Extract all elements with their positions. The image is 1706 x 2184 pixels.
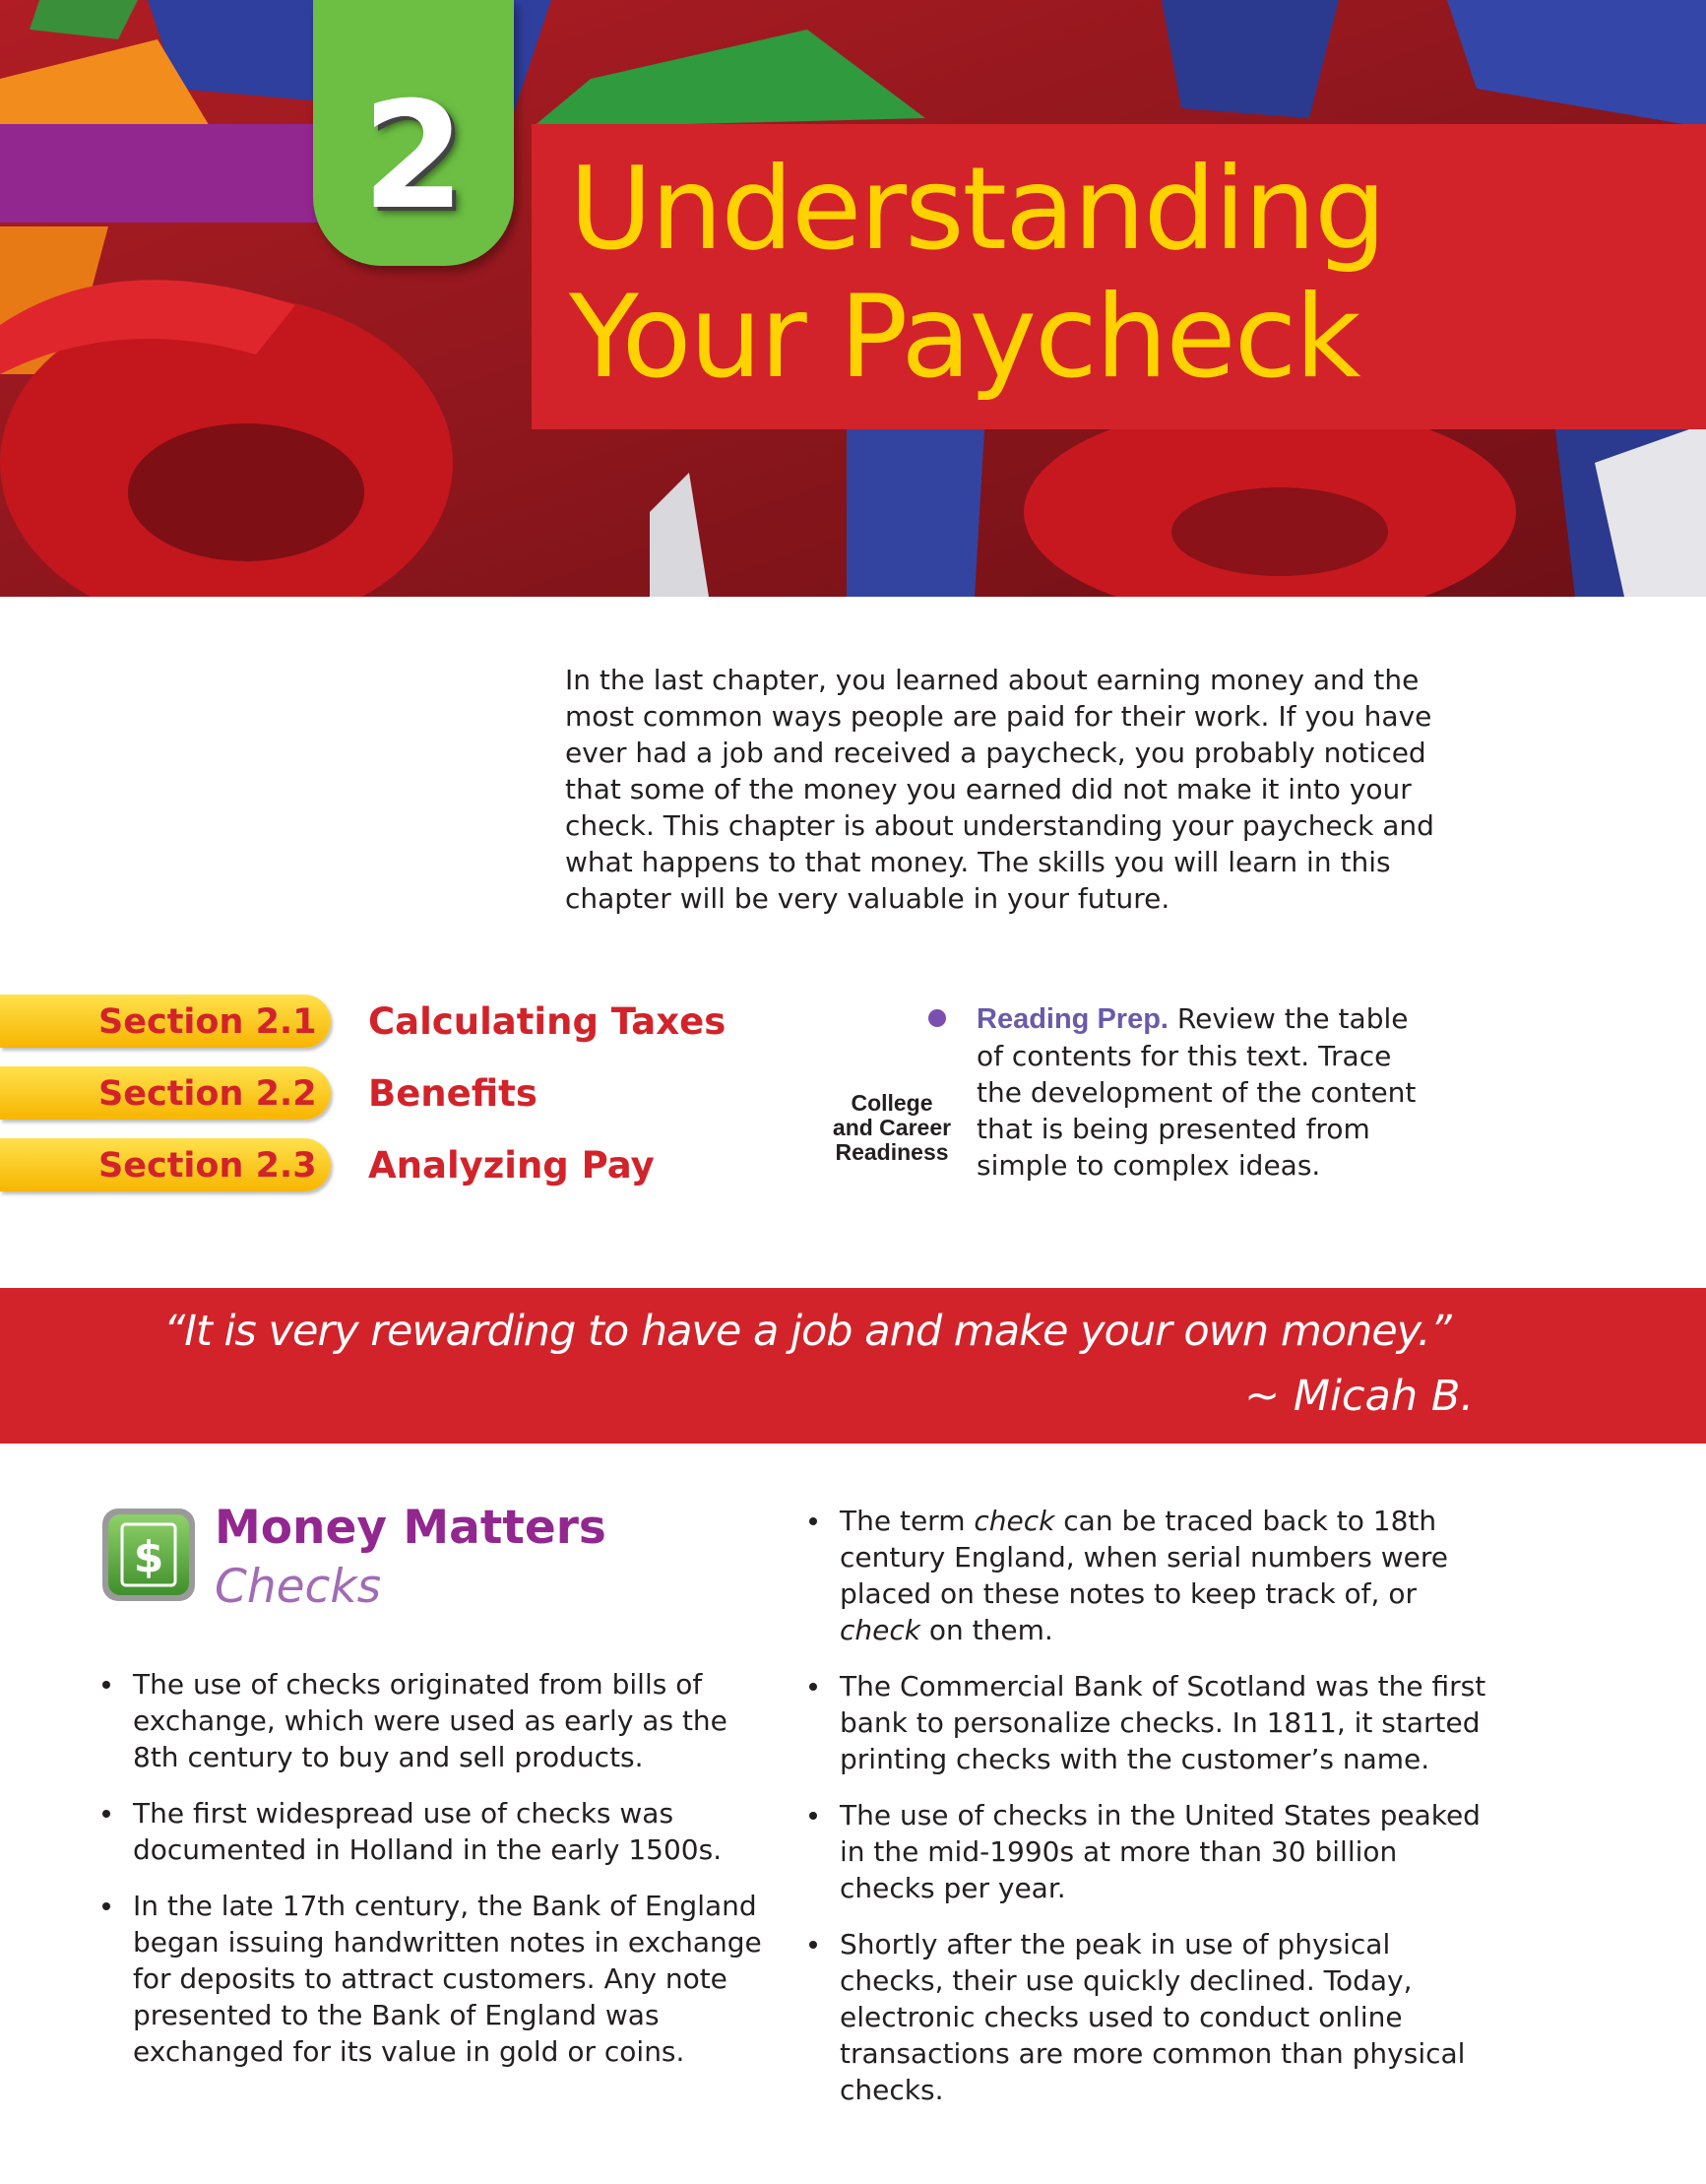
money-matters-left-list bbox=[100, 1666, 770, 2089]
quote-text: “It is very rewarding to have a job and make your own money.” bbox=[163, 1307, 1451, 1356]
bullet-emphasis: check bbox=[840, 1614, 920, 1646]
bullet-text-part: can be traced back to 18th century England, when serial numbers were placed on these notes to keep track of, or bbox=[840, 1505, 1449, 1610]
section-title: Benefits bbox=[368, 1072, 537, 1115]
ccr-logo-line-3: Readiness bbox=[835, 1139, 949, 1165]
chapter-number: 2 bbox=[361, 71, 466, 242]
reading-prep-label: Reading Prep. bbox=[977, 1003, 1169, 1035]
bullet-emphasis: check bbox=[974, 1505, 1055, 1537]
bullet-text-part: The term bbox=[840, 1505, 975, 1537]
college-career-readiness-icon bbox=[823, 951, 971, 1079]
reading-prep-text: Review the table of contents for this text. Trace the development of the content that is being presented from simple to complex ideas. bbox=[977, 1002, 1417, 1182]
bullet-text-part: on them. bbox=[919, 1614, 1053, 1646]
section-item-2-3[interactable] bbox=[0, 1138, 748, 1193]
section-item-2-1[interactable] bbox=[0, 995, 748, 1050]
ccr-logo-line-2: and Career bbox=[832, 1115, 952, 1140]
list-item: Shortly after the peak in use of physical checks, their use quickly declined. Today, electronic checks used to conduct online transactions are more common than physical checks. bbox=[807, 1926, 1496, 2108]
list-item: The use of checks in the United States peaked in the mid-1990s at more than 30 billion checks per year. bbox=[807, 1797, 1496, 1906]
list-item: In the late 17th century, the Bank of England began issuing handwritten notes in exchange for deposits to attract customers. Any note presented to the Bank of England was exchanged for its value in gold or coins. bbox=[100, 1888, 770, 2070]
chapter-hero-banner bbox=[0, 0, 1706, 597]
chapter-intro: In the last chapter, you learned about earning money and the most common ways people are paid for their work. If you have ever had a job and received a paycheck, you probably noticed that some of the money you earned did not make it into your check. This chapter is about understanding your paycheck and what happens to that money. The skills you will learn in this chapter will be very valuable in your future. bbox=[565, 664, 1434, 915]
section-title: Calculating Taxes bbox=[368, 1000, 727, 1043]
list-item: The first widespread use of checks was documented in Holland in the early 1500s. bbox=[100, 1795, 770, 1868]
section-label: Section 2.2 bbox=[98, 1074, 317, 1114]
section-title: Analyzing Pay bbox=[368, 1144, 655, 1187]
quote-author: ~ Micah B. bbox=[1244, 1372, 1474, 1421]
chapter-title bbox=[569, 143, 1672, 404]
dollar-icon bbox=[100, 1507, 197, 1603]
section-item-2-2[interactable] bbox=[0, 1066, 748, 1122]
chapter-title-line-1: Understanding bbox=[569, 143, 1385, 276]
chapter-title-line-2: Your Paycheck bbox=[569, 271, 1359, 404]
list-item: The use of checks originated from bills of exchange, which were used as early as the 8th century to buy and sell products. bbox=[100, 1666, 770, 1775]
section-label: Section 2.1 bbox=[98, 1002, 317, 1042]
list-item: The Commercial Bank of Scotland was the first bank to personalize checks. In 1811, it started printing checks with the customer’s name. bbox=[807, 1668, 1496, 1777]
money-matters-right-list bbox=[807, 1503, 1496, 2128]
ccr-logo-text bbox=[823, 1091, 961, 1165]
section-label: Section 2.3 bbox=[98, 1146, 317, 1186]
reading-prep bbox=[977, 1000, 1439, 1184]
money-matters-heading: Money Matters bbox=[215, 1501, 606, 1555]
svg-text:$: $ bbox=[133, 1532, 164, 1582]
ccr-logo-line-1: College bbox=[851, 1090, 933, 1116]
list-item bbox=[807, 1503, 1496, 1648]
money-matters-subheading: Checks bbox=[215, 1560, 382, 1614]
